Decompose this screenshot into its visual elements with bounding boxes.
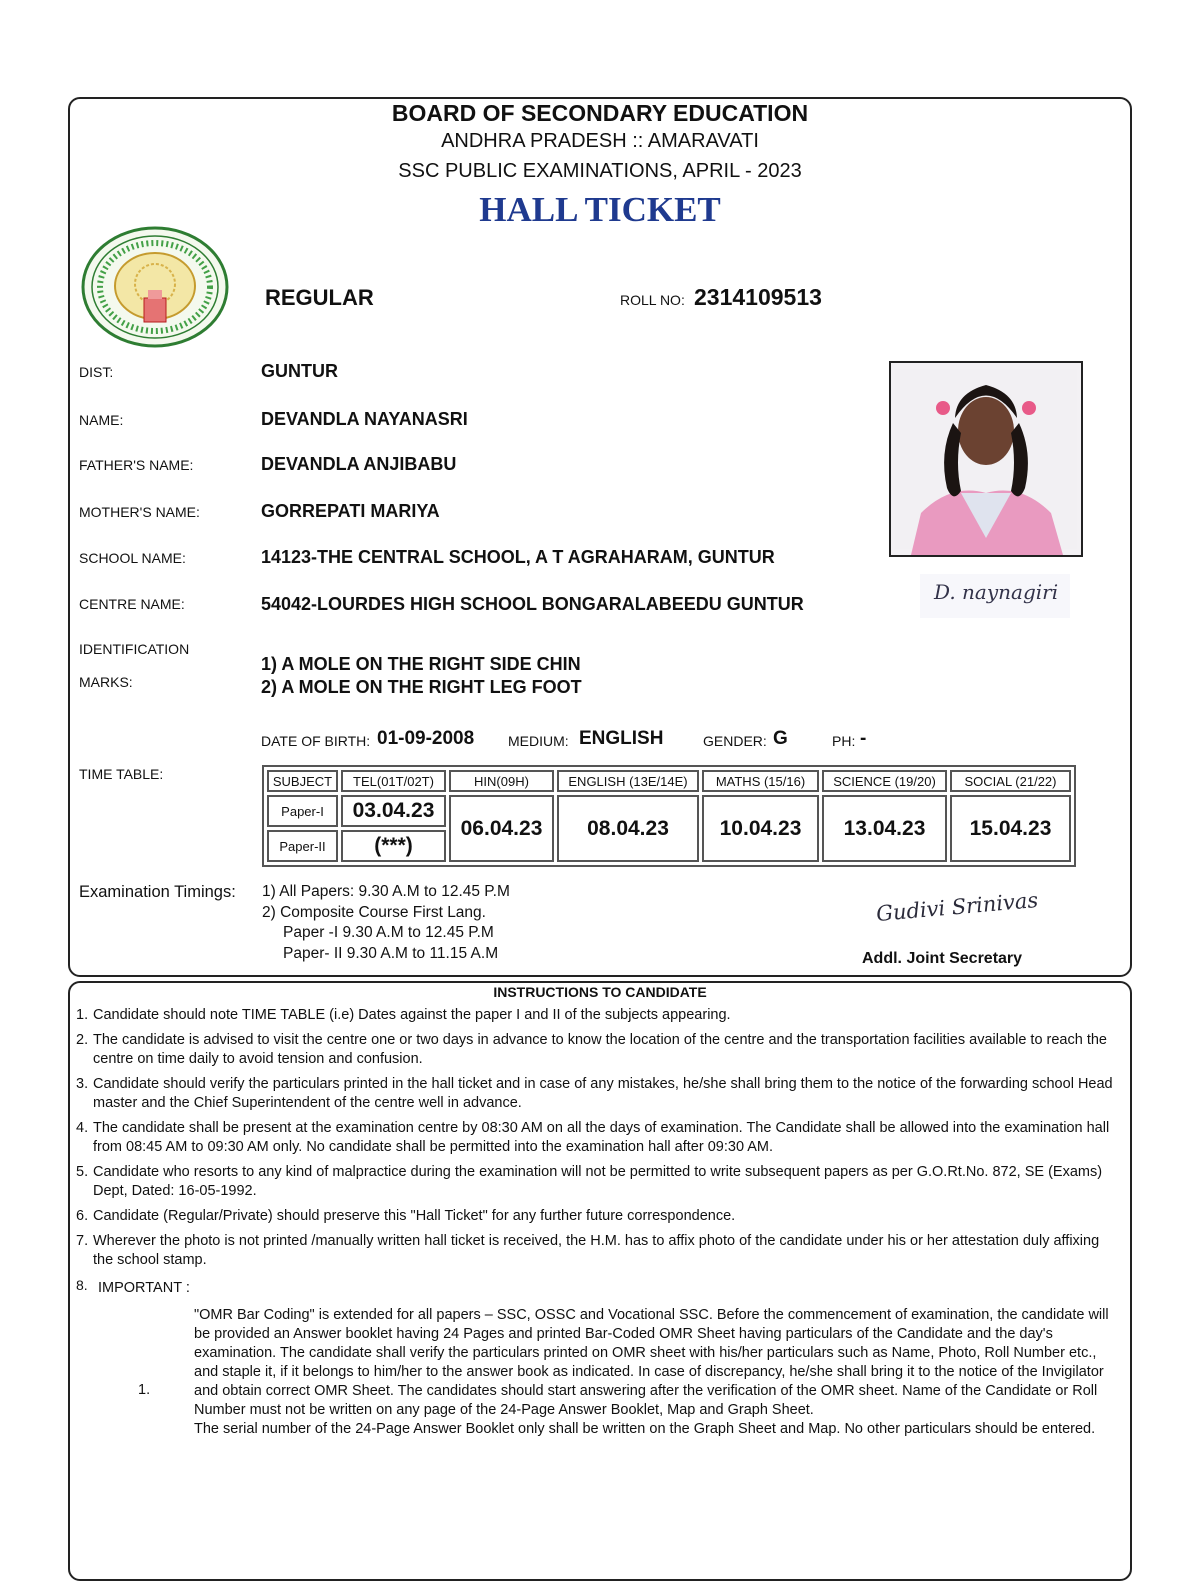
instructions-title: INSTRUCTIONS TO CANDIDATE bbox=[493, 984, 707, 1000]
ph-label: PH: bbox=[832, 733, 856, 749]
mother-name-value: GORREPATI MARIYA bbox=[261, 501, 440, 521]
timetable-header: SUBJECT bbox=[267, 770, 338, 792]
ph-value: - bbox=[860, 728, 867, 749]
timetable-header: SOCIAL (21/22) bbox=[950, 770, 1071, 792]
candidate-photo-icon bbox=[891, 363, 1081, 555]
instruction-item: 4. The candidate shall be present at the examination centre by 08:30 AM on all the days of examination. The Candidate shall be allowed into the examination hall from 08:45 AM to 09:30 AM only. No candidate shall be permitted into the examination hall after 09:30 AM. bbox=[76, 1120, 1110, 1155]
school-name-value: 14123-THE CENTRAL SCHOOL, A T AGRAHARAM, GUNTUR bbox=[261, 547, 775, 567]
timings-label: Examination Timings: bbox=[79, 883, 236, 901]
timetable-header: MATHS (15/16) bbox=[702, 770, 819, 792]
instruction-number: 8. bbox=[76, 1277, 88, 1293]
timetable-label: TIME TABLE: bbox=[79, 766, 164, 782]
id-marks-label: IDENTIFICATION bbox=[79, 641, 190, 657]
instruction-item: 2. The candidate is advised to visit the centre one or two days in advance to know the location of the centre and the transportation facilities available to reach the centre on time daily to avoid tension and confusion. bbox=[76, 1032, 1107, 1067]
father-name-label: FATHER'S NAME: bbox=[79, 457, 194, 473]
science-date: 13.04.23 bbox=[822, 795, 947, 862]
medium-label: MEDIUM: bbox=[508, 733, 569, 749]
dob-label: DATE OF BIRTH: bbox=[261, 733, 371, 749]
dist-label: DIST: bbox=[79, 364, 114, 380]
id-mark-2: 2) A MOLE ON THE RIGHT LEG FOOT bbox=[261, 677, 582, 697]
board-title: BOARD OF SECONDARY EDUCATION bbox=[391, 100, 809, 126]
instructions-frame bbox=[68, 981, 1132, 1581]
candidate-photo bbox=[889, 361, 1083, 557]
timetable-header: TEL(01T/02T) bbox=[341, 770, 446, 792]
centre-name-label: CENTRE NAME: bbox=[79, 596, 185, 612]
instruction-item: 3. Candidate should verify the particulars printed in the hall ticket and in case of any mistakes, he/she shall bring them to the notice of the forwarding school Head master and the Chief Superintendent of the centre well in advance. bbox=[76, 1076, 1113, 1111]
authority-signature: Gudivi Srinivas bbox=[875, 887, 1040, 927]
roll-no-label: ROLL NO: bbox=[620, 292, 685, 308]
maths-date: 10.04.23 bbox=[702, 795, 819, 862]
timing-line: Paper- II 9.30 A.M to 11.15 A.M bbox=[283, 945, 499, 962]
authority-title: Addl. Joint Secretary bbox=[862, 950, 1023, 967]
dist-value: GUNTUR bbox=[261, 361, 338, 381]
id-mark-1: 1) A MOLE ON THE RIGHT SIDE CHIN bbox=[261, 654, 581, 674]
timing-line: 2) Composite Course First Lang. bbox=[262, 904, 486, 921]
social-date: 15.04.23 bbox=[950, 795, 1071, 862]
important-text: "OMR Bar Coding" is extended for all papers – SSC, OSSC and Vocational SSC. Before the commencement of examination, the candidate will be provided an Answer booklet having 24 Pages and printed Bar-Coded OMR Sheet having particulars of the Candidate and the day's examination. The candidate shall verify the particulars printed on OMR sheet with his/her particulars such as Name, Photo, Roll Number etc., and staple it, if it belongs to him/her to the answer book as indicated. In case of discrepancy, he/she shall bring it to the notice of the Invigilator and obtain correct OMR Sheet. The candidates should start answering after the verification of the OMR sheet. Name of the Candidate or Roll Number must not be written on any page of the 24-Page Answer Booklet, Map and Graph Sheet. The serial number of the 24-Page Answer Booklet only shall be written on the Graph Sheet and Map. No other particulars should be entered. bbox=[194, 1307, 1109, 1437]
instruction-item: 1. Candidate should note TIME TABLE (i.e) Dates against the paper I and II of the subjects appearing. bbox=[76, 1007, 731, 1023]
instruction-item: 5. Candidate who resorts to any kind of malpractice during the examination will not be permitted to write subsequent papers as per G.O.Rt.No. 872, SE (Exams) Dept, Dated: 16-05-1992. bbox=[76, 1164, 1103, 1199]
exam-title: SSC PUBLIC EXAMINATIONS, APRIL - 2023 bbox=[398, 160, 802, 182]
hall-ticket-title: HALL TICKET bbox=[479, 190, 721, 229]
gender-value: G bbox=[773, 728, 788, 749]
candidate-type: REGULAR bbox=[265, 285, 374, 310]
roll-no-value: 2314109513 bbox=[694, 284, 822, 310]
gender-label: GENDER: bbox=[703, 733, 767, 749]
name-value: DEVANDLA NAYANASRI bbox=[261, 409, 468, 429]
timing-line: Paper -I 9.30 A.M to 12.45 P.M bbox=[283, 924, 494, 941]
instruction-item: 7. Wherever the photo is not printed /manually written hall ticket is received, the H.M. has to affix photo of the candidate under his or her attestation duly affixing the school stamp. bbox=[76, 1233, 1100, 1268]
timetable bbox=[262, 765, 1076, 867]
important-number: 1. bbox=[138, 1382, 151, 1398]
timetable-header: ENGLISH (13E/14E) bbox=[557, 770, 699, 792]
important-label: IMPORTANT : bbox=[98, 1280, 190, 1296]
tel-paper-2-date: (***) bbox=[341, 830, 446, 862]
medium-value: ENGLISH bbox=[579, 728, 664, 749]
timing-line: 1) All Papers: 9.30 A.M to 12.45 P.M bbox=[262, 883, 510, 900]
state-title: ANDHRA PRADESH :: AMARAVATI bbox=[441, 130, 759, 152]
timetable-header: SCIENCE (19/20) bbox=[822, 770, 947, 792]
school-name-label: SCHOOL NAME: bbox=[79, 550, 186, 566]
id-marks-label-2: MARKS: bbox=[79, 674, 133, 690]
mother-name-label: MOTHER'S NAME: bbox=[79, 504, 200, 520]
dob-value: 01-09-2008 bbox=[377, 728, 475, 749]
father-name-value: DEVANDLA ANJIBABU bbox=[261, 454, 457, 474]
english-date: 08.04.23 bbox=[557, 795, 699, 862]
hin-date: 06.04.23 bbox=[449, 795, 554, 862]
state-emblem-icon bbox=[80, 226, 230, 348]
paper-1-label: Paper-I bbox=[267, 795, 338, 827]
tel-paper-1-date: 03.04.23 bbox=[341, 795, 446, 827]
paper-2-label: Paper-II bbox=[267, 830, 338, 862]
centre-name-value: 54042-LOURDES HIGH SCHOOL BONGARALABEEDU GUNTUR bbox=[261, 594, 804, 614]
timetable-header: HIN(09H) bbox=[449, 770, 554, 792]
name-label: NAME: bbox=[79, 412, 124, 428]
candidate-signature: D. naynagiri bbox=[920, 574, 1070, 618]
instruction-item: 6. Candidate (Regular/Private) should preserve this "Hall Ticket" for any further future correspondence. bbox=[76, 1208, 736, 1224]
